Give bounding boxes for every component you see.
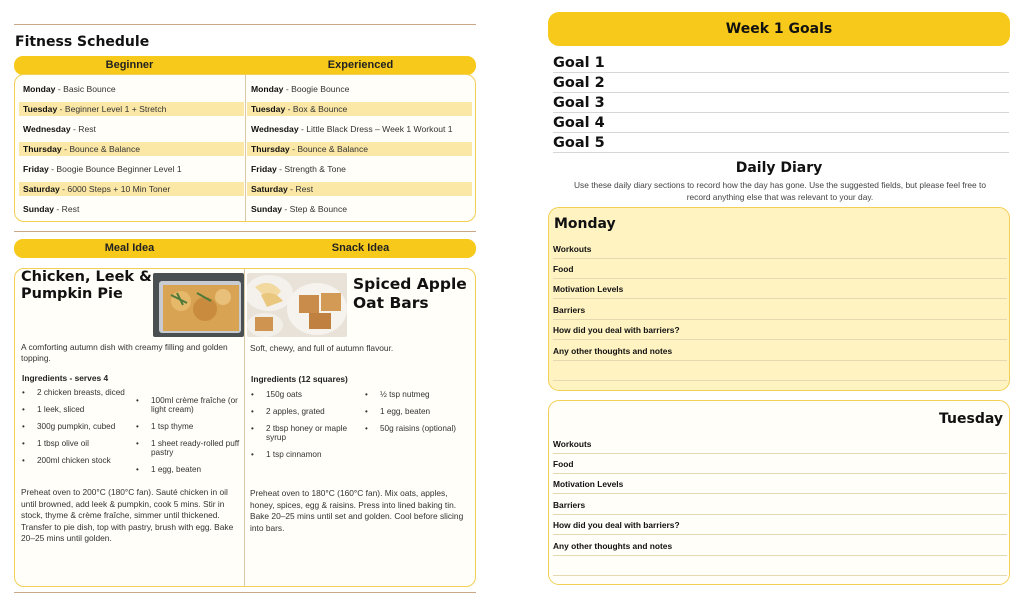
week-goals-title: Week 1 Goals <box>548 12 1010 46</box>
list-item: • 1 sheet ready-rolled puff pastry <box>136 439 240 457</box>
meal-header: Meal Idea <box>104 242 155 254</box>
schedule-row: Tuesday - Box & Bounce <box>247 102 472 116</box>
list-item: • 1 tsp thyme <box>136 422 240 431</box>
schedule-row: Sunday - Rest <box>23 204 80 214</box>
monday-diary <box>548 207 1010 391</box>
day-name: Monday <box>554 216 616 232</box>
list-item: • 1 tsp cinnamon <box>251 450 361 459</box>
goal-line: Goal 5 <box>553 133 1009 153</box>
list-item: • 1 egg, beaten <box>365 407 469 416</box>
snack-ingredients-col1 <box>251 390 361 467</box>
diary-field[interactable]: Any other thoughts and notes <box>553 341 1007 361</box>
diary-title: Daily Diary <box>735 160 823 176</box>
goal-line: Goal 4 <box>553 113 1009 133</box>
diary-field[interactable]: Any other thoughts and notes <box>553 536 1007 556</box>
recipe-header-bar <box>14 239 476 258</box>
tuesday-diary <box>548 400 1010 585</box>
diary-field-blank[interactable] <box>553 556 1007 576</box>
oat-bars-photo <box>247 273 347 337</box>
meal-description: A comforting autumn dish with creamy filling and golden topping. <box>21 342 228 363</box>
snack-description: Soft, chewy, and full of autumn flavour. <box>250 343 394 353</box>
diary-field-blank[interactable] <box>553 361 1007 381</box>
left-page <box>0 0 480 599</box>
diary-field[interactable]: Barriers <box>553 300 1007 320</box>
list-item: • ½ tsp nutmeg <box>365 390 469 399</box>
list-item: • 300g pumpkin, cubed <box>22 422 134 431</box>
pie-photo <box>153 273 244 337</box>
snack-ingredients-col2 <box>365 390 469 441</box>
diary-field[interactable]: Workouts <box>553 434 1007 454</box>
recipes-divider <box>244 269 245 586</box>
schedule-row: Thursday - Bounce & Balance <box>19 142 244 156</box>
snack-header: Snack Idea <box>331 242 390 254</box>
schedule-row: Saturday - 6000 Steps + 10 Min Toner <box>19 182 244 196</box>
right-page <box>540 0 1024 599</box>
list-item: • 2 chicken breasts, diced <box>22 388 134 397</box>
schedule-row: Friday - Strength & Tone <box>251 164 346 174</box>
diary-field[interactable]: Food <box>553 259 1007 279</box>
schedule-table <box>14 74 476 222</box>
schedule-row: Wednesday - Little Black Dress – Week 1 Workout 1 <box>251 124 453 134</box>
list-item: • 2 tbsp honey or maple syrup <box>251 424 361 442</box>
schedule-title: Fitness Schedule <box>15 34 150 50</box>
schedule-row: Saturday - Rest <box>247 182 472 196</box>
list-item: • 50g raisins (optional) <box>365 424 469 433</box>
diary-field[interactable]: Food <box>553 454 1007 474</box>
list-item: • 200ml chicken stock <box>22 456 134 465</box>
beginner-column <box>19 79 244 219</box>
diary-instructions: Use these daily diary sections to record how the day has gone. Use the suggested fields, but please feel free to record anything else that was relevant to your day. <box>573 180 986 202</box>
snack-ingredients-heading: Ingredients (12 squares) <box>251 374 348 384</box>
diary-field[interactable]: Motivation Levels <box>553 279 1007 299</box>
experienced-column <box>247 79 472 219</box>
goal-line: Goal 3 <box>553 93 1009 113</box>
list-item: • 1 tbsp olive oil <box>22 439 134 448</box>
schedule-row: Tuesday - Beginner Level 1 + Stretch <box>19 102 244 116</box>
diary-field[interactable]: How did you deal with barriers? <box>553 515 1007 535</box>
snack-method: Preheat oven to 180°C (160°C fan). Mix oats, apples, honey, spices, egg & raisins. Press into lined baking tin. Bake 20–25 mins until set and golden. Cool before slicing into bars. <box>250 488 464 533</box>
diary-field[interactable]: Workouts <box>553 239 1007 259</box>
top-divider <box>14 24 476 25</box>
goal-line: Goal 2 <box>553 73 1009 93</box>
diary-field[interactable]: How did you deal with barriers? <box>553 320 1007 340</box>
diary-field[interactable]: Motivation Levels <box>553 474 1007 494</box>
meal-ingredients-col1 <box>22 388 134 473</box>
meal-ingredients-heading: Ingredients - serves 4 <box>22 373 109 383</box>
meal-title: Chicken, Leek & Pumpkin Pie <box>21 269 152 302</box>
beginner-header: Beginner <box>105 59 154 71</box>
bottom-divider <box>14 592 476 593</box>
list-item: • 1 egg, beaten <box>136 465 240 474</box>
snack-title: Spiced Apple Oat Bars <box>353 275 467 312</box>
day-name: Tuesday <box>939 411 1003 427</box>
schedule-row: Monday - Basic Bounce <box>23 84 116 94</box>
schedule-row: Thursday - Bounce & Balance <box>247 142 472 156</box>
experienced-header: Experienced <box>327 59 394 71</box>
column-divider <box>245 75 246 221</box>
schedule-header-bar <box>14 56 476 75</box>
schedule-row: Monday - Boogie Bounce <box>251 84 350 94</box>
schedule-row: Wednesday - Rest <box>23 124 96 134</box>
list-item: • 100ml crème fraîche (or light cream) <box>136 396 240 414</box>
schedule-row: Sunday - Step & Bounce <box>251 204 348 214</box>
list-item: • 150g oats <box>251 390 361 399</box>
recipes-panel <box>14 268 476 587</box>
meal-method: Preheat oven to 200°C (180°C fan). Sauté chicken in oil until browned, add leek & pumpkin, cook 5 mins. Stir in stock, thyme & crème fraîche, simmer until thickened. Transfer to pie dish, top with pastry, brush with egg. Bake 20–25 mins until golden. <box>21 487 234 543</box>
meal-ingredients-col2 <box>136 396 240 482</box>
schedule-row: Friday - Boogie Bounce Beginner Level 1 <box>23 164 182 174</box>
diary-field[interactable]: Barriers <box>553 495 1007 515</box>
list-item: • 2 apples, grated <box>251 407 361 416</box>
list-item: • 1 leek, sliced <box>22 405 134 414</box>
middle-divider <box>14 231 476 232</box>
goal-line: Goal 1 <box>553 53 1009 73</box>
